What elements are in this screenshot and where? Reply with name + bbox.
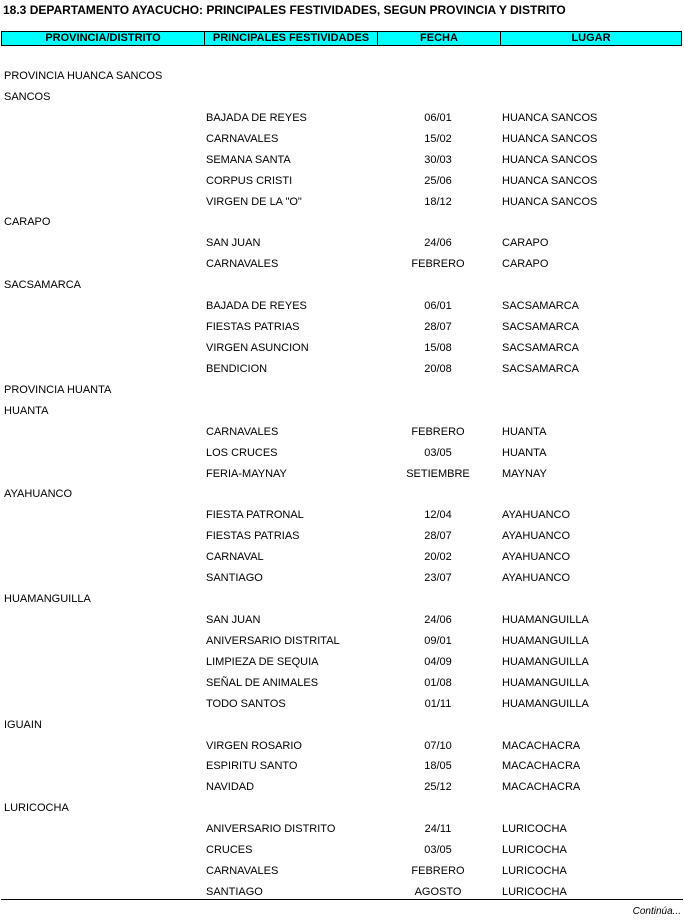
cell-lugar: CARAPO [502, 237, 549, 250]
cell-fecha: FEBRERO [411, 258, 465, 271]
table-row [0, 296, 684, 317]
cell-festividad: VIRGEN ROSARIO [206, 739, 302, 752]
cell-lugar: AYAHUANCO [502, 509, 571, 522]
cell-lugar: SACSAMARCA [502, 362, 580, 375]
cell-fecha: 15/02 [424, 132, 452, 145]
cell-fecha: 01/08 [424, 676, 452, 689]
table-row [0, 547, 684, 568]
cell-lugar: HUAMANGUILLA [502, 613, 589, 626]
table-row [0, 861, 684, 882]
cell-fecha: 12/04 [424, 509, 452, 522]
table-row [0, 756, 684, 777]
cell-lugar: CARAPO [502, 258, 549, 271]
table-row [0, 652, 684, 673]
cell-lugar: SACSAMARCA [502, 300, 580, 313]
table-row [0, 422, 684, 443]
cell-festividad: SANTIAGO [206, 572, 263, 585]
cell-lugar: HUANCA SANCOS [502, 174, 598, 187]
cell-fecha: 18/12 [424, 195, 452, 208]
cell-festividad: BENDICION [206, 362, 268, 375]
cell-lugar: HUANTA [502, 446, 547, 459]
table-row [0, 505, 684, 526]
cell-fecha: 24/11 [424, 823, 452, 836]
cell-fecha: 15/08 [424, 341, 452, 354]
table-header [1, 31, 682, 46]
cell-festividad: CARNAVALES [206, 865, 279, 878]
group-row [0, 212, 684, 233]
cell-lugar: HUAMANGUILLA [502, 655, 589, 668]
cell-festividad: TODO SANTOS [206, 697, 286, 710]
cell-fecha: 04/09 [424, 655, 452, 668]
cell-provincia-distrito: PROVINCIA HUANCA SANCOS [4, 70, 163, 82]
table-row [0, 464, 684, 485]
cell-fecha: 06/01 [424, 300, 452, 313]
table-row [0, 840, 684, 861]
cell-provincia-distrito: SACSAMARCA [4, 279, 82, 292]
table-row [0, 526, 684, 547]
cell-festividad: SANTIAGO [206, 885, 263, 898]
cell-fecha: 25/12 [424, 781, 452, 794]
cell-provincia-distrito: CARAPO [4, 216, 51, 229]
page-title: 18.3 DEPARTAMENTO AYACUCHO: PRINCIPALES FESTIVIDADES, SEGUN PROVINCIA Y DISTRITO [3, 3, 566, 17]
group-row [0, 589, 684, 610]
table-row [0, 673, 684, 694]
cell-fecha: FEBRERO [411, 425, 465, 438]
cell-lugar: HUAMANGUILLA [502, 676, 589, 689]
cell-fecha: 28/07 [424, 321, 452, 334]
cell-lugar: HUANTA [502, 425, 547, 438]
cell-fecha: 20/08 [424, 362, 452, 375]
table-row [0, 171, 684, 192]
cell-festividad: ESPIRITU SANTO [206, 760, 298, 773]
cell-fecha: 18/05 [424, 760, 452, 773]
cell-fecha: 01/11 [424, 697, 452, 710]
table-row [0, 736, 684, 757]
cell-lugar: HUANCA SANCOS [502, 195, 598, 208]
cell-provincia-distrito: IGUAIN [4, 718, 42, 731]
cell-lugar: HUAMANGUILLA [502, 697, 589, 710]
cell-festividad: SEMANA SANTA [206, 153, 291, 166]
cell-fecha: 03/05 [424, 844, 452, 857]
cell-fecha: 24/06 [424, 237, 452, 250]
column-header-provincia: PROVINCIA/DISTRITO [2, 32, 205, 45]
cell-provincia-distrito: HUANTA [4, 404, 49, 417]
cell-fecha: 06/01 [424, 111, 452, 124]
cell-festividad: ANIVERSARIO DISTRITAL [206, 634, 340, 647]
cell-festividad: FIESTAS PATRIAS [206, 321, 300, 334]
table-row [0, 610, 684, 631]
cell-provincia-distrito: PROVINCIA HUANTA [4, 383, 112, 396]
cell-festividad: CARNAVALES [206, 132, 279, 145]
continue-note: Continúa... [632, 906, 681, 917]
cell-lugar: LURICOCHA [502, 865, 567, 878]
table-row [0, 568, 684, 589]
group-row [0, 66, 684, 87]
cell-lugar: MACACHACRA [502, 781, 581, 794]
group-row [0, 484, 684, 505]
table-body [0, 66, 684, 903]
cell-lugar: HUAMANGUILLA [502, 634, 589, 647]
cell-lugar: SACSAMARCA [502, 321, 580, 334]
cell-festividad: CARNAVALES [206, 425, 279, 438]
cell-festividad: FIESTA PATRONAL [206, 509, 304, 522]
table-row [0, 338, 684, 359]
cell-lugar: MAYNAY [502, 467, 547, 480]
cell-lugar: MACACHACRA [502, 760, 581, 773]
cell-lugar: HUANCA SANCOS [502, 153, 598, 166]
cell-festividad: BAJADA DE REYES [206, 300, 307, 313]
group-row [0, 87, 684, 108]
cell-festividad: ANIVERSARIO DISTRITO [206, 823, 336, 836]
table-row [0, 443, 684, 464]
cell-fecha: AGOSTO [414, 885, 462, 898]
table-row [0, 694, 684, 715]
cell-fecha: 09/01 [424, 634, 452, 647]
group-row [0, 798, 684, 819]
table-row [0, 631, 684, 652]
table-row [0, 108, 684, 129]
cell-festividad: FERIA-MAYNAY [206, 467, 287, 480]
cell-lugar: LURICOCHA [502, 844, 567, 857]
column-header-fecha: FECHA [378, 32, 501, 45]
cell-lugar: AYAHUANCO [502, 551, 571, 564]
cell-provincia-distrito: AYAHUANCO [4, 488, 73, 501]
group-row [0, 275, 684, 296]
cell-festividad: LIMPIEZA DE SEQUIA [206, 655, 319, 668]
group-row [0, 715, 684, 736]
cell-fecha: FEBRERO [411, 865, 465, 878]
table-row [0, 254, 684, 275]
group-row [0, 380, 684, 401]
cell-lugar: LURICOCHA [502, 823, 567, 836]
table-row [0, 129, 684, 150]
cell-fecha: 07/10 [424, 739, 452, 752]
cell-festividad: LOS CRUCES [206, 446, 278, 459]
cell-festividad: CRUCES [206, 844, 253, 857]
table-row [0, 150, 684, 171]
cell-lugar: HUANCA SANCOS [502, 111, 598, 124]
cell-lugar: AYAHUANCO [502, 572, 571, 585]
cell-lugar: MACACHACRA [502, 739, 581, 752]
cell-lugar: HUANCA SANCOS [502, 132, 598, 145]
bottom-rule [1, 899, 683, 900]
cell-fecha: 25/06 [424, 174, 452, 187]
cell-fecha: 24/06 [424, 613, 452, 626]
cell-provincia-distrito: LURICOCHA [4, 802, 69, 815]
cell-lugar: AYAHUANCO [502, 530, 571, 543]
cell-fecha: 03/05 [424, 446, 452, 459]
cell-lugar: LURICOCHA [502, 885, 567, 898]
table-row [0, 192, 684, 213]
group-row [0, 401, 684, 422]
cell-festividad: SEÑAL DE ANIMALES [206, 676, 319, 689]
cell-provincia-distrito: SANCOS [4, 90, 51, 103]
cell-festividad: CARNAVALES [206, 258, 279, 271]
table-row [0, 819, 684, 840]
column-header-lugar: LUGAR [571, 32, 611, 44]
table-row [0, 777, 684, 798]
column-header-festividades: PRINCIPALES FESTIVIDADES [205, 32, 378, 45]
cell-festividad: CORPUS CRISTI [206, 174, 293, 187]
cell-festividad: CARNAVAL [206, 551, 264, 564]
cell-fecha: 28/07 [424, 530, 452, 543]
cell-festividad: NAVIDAD [206, 781, 255, 794]
cell-lugar: SACSAMARCA [502, 341, 580, 354]
cell-fecha: SETIEMBRE [406, 467, 470, 480]
table-row [0, 359, 684, 380]
cell-festividad: VIRGEN DE LA "O" [206, 195, 302, 208]
cell-fecha: 20/02 [424, 551, 452, 564]
table-row [0, 317, 684, 338]
cell-festividad: SAN JUAN [206, 613, 261, 626]
cell-provincia-distrito: HUAMANGUILLA [4, 593, 91, 606]
table-row [0, 233, 684, 254]
cell-festividad: BAJADA DE REYES [206, 111, 307, 124]
cell-festividad: SAN JUAN [206, 237, 261, 250]
cell-festividad: FIESTAS PATRIAS [206, 530, 300, 543]
cell-fecha: 30/03 [424, 153, 452, 166]
cell-fecha: 23/07 [424, 572, 452, 585]
cell-festividad: VIRGEN ASUNCION [206, 341, 309, 354]
